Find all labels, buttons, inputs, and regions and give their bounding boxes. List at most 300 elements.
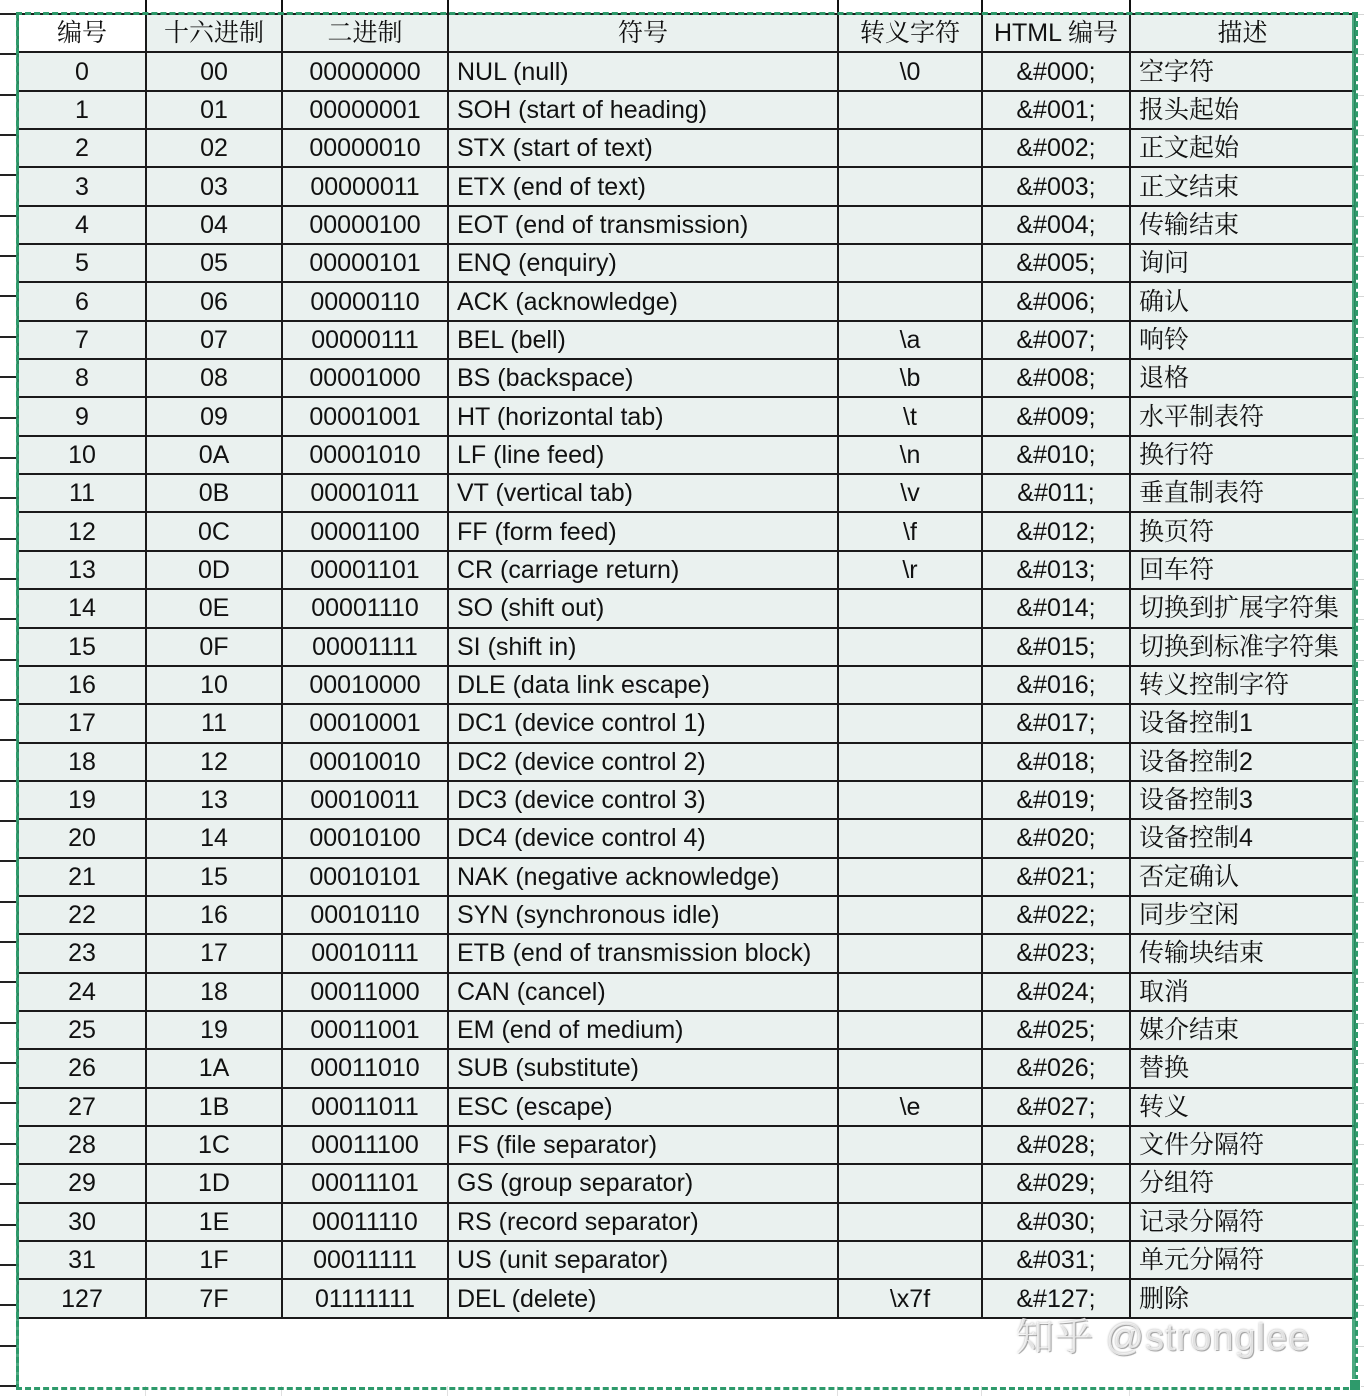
- cell-description[interactable]: 转义控制字符: [1130, 666, 1355, 704]
- cell-symbol[interactable]: CAN (cancel): [448, 973, 838, 1011]
- cell-escape[interactable]: [838, 206, 982, 244]
- cell-binary[interactable]: 00011101: [282, 1164, 448, 1202]
- cell-symbol[interactable]: DC4 (device control 4): [448, 819, 838, 857]
- cell-html[interactable]: &#020;: [982, 819, 1130, 857]
- cell-binary[interactable]: 00010010: [282, 743, 448, 781]
- row-divider: [1356, 902, 1364, 903]
- cell-symbol[interactable]: SOH (start of heading): [448, 91, 838, 129]
- cell-symbol[interactable]: GS (group separator): [448, 1164, 838, 1202]
- cell-decimal[interactable]: 24: [18, 973, 146, 1011]
- cell-escape[interactable]: [838, 1203, 982, 1241]
- cell-description[interactable]: 同步空闲: [1130, 896, 1355, 934]
- row-divider: [0, 618, 17, 620]
- row-divider: [1356, 1346, 1364, 1347]
- row-divider: [1356, 1023, 1364, 1024]
- column-divider: [281, 1386, 282, 1396]
- cell-escape[interactable]: [838, 91, 982, 129]
- column-divider: [447, 1386, 448, 1396]
- cell-symbol[interactable]: ESC (escape): [448, 1088, 838, 1126]
- cell-binary[interactable]: 00001110: [282, 589, 448, 627]
- cell-hex[interactable]: 0C: [146, 512, 282, 550]
- cell-html[interactable]: &#015;: [982, 628, 1130, 666]
- cell-description[interactable]: 取消: [1130, 973, 1355, 1011]
- cell-hex[interactable]: 13: [146, 781, 282, 819]
- cell-description[interactable]: 媒介结束: [1130, 1011, 1355, 1049]
- cell-escape[interactable]: [838, 858, 982, 896]
- cell-binary[interactable]: 00001100: [282, 512, 448, 550]
- row-divider: [0, 215, 17, 217]
- cell-symbol[interactable]: FF (form feed): [448, 512, 838, 550]
- cell-symbol[interactable]: RS (record separator): [448, 1203, 838, 1241]
- cell-decimal[interactable]: 6: [18, 282, 146, 320]
- cell-hex[interactable]: 1D: [146, 1164, 282, 1202]
- cell-binary[interactable]: 00000001: [282, 91, 448, 129]
- cell-decimal[interactable]: 21: [18, 858, 146, 896]
- column-divider: [281, 0, 283, 14]
- cell-binary[interactable]: 00010110: [282, 896, 448, 934]
- cell-html[interactable]: &#017;: [982, 704, 1130, 742]
- cell-symbol[interactable]: CR (carriage return): [448, 551, 838, 589]
- row-divider: [0, 1304, 17, 1306]
- cell-escape[interactable]: \e: [838, 1088, 982, 1126]
- table-row: [18, 52, 1355, 90]
- cell-html[interactable]: &#019;: [982, 781, 1130, 819]
- row-divider: [0, 376, 17, 378]
- cell-hex[interactable]: 15: [146, 858, 282, 896]
- table-row: [18, 781, 1355, 819]
- cell-hex[interactable]: 02: [146, 129, 282, 167]
- row-divider: [1356, 54, 1364, 55]
- cell-symbol[interactable]: FS (file separator): [448, 1126, 838, 1164]
- cell-symbol[interactable]: US (unit separator): [448, 1241, 838, 1279]
- table-row: [18, 1203, 1355, 1241]
- row-divider: [1356, 1063, 1364, 1064]
- row-divider: [1356, 216, 1364, 217]
- cell-symbol[interactable]: ETX (end of text): [448, 167, 838, 205]
- cell-description[interactable]: 记录分隔符: [1130, 1203, 1355, 1241]
- cell-escape[interactable]: [838, 589, 982, 627]
- cell-html[interactable]: &#029;: [982, 1164, 1130, 1202]
- cell-hex[interactable]: 03: [146, 167, 282, 205]
- row-divider: [0, 94, 17, 96]
- cell-decimal[interactable]: 10: [18, 436, 146, 474]
- cell-description[interactable]: 水平制表符: [1130, 397, 1355, 435]
- cell-escape[interactable]: [838, 1241, 982, 1279]
- cell-hex[interactable]: 05: [146, 244, 282, 282]
- cell-binary[interactable]: 00010100: [282, 819, 448, 857]
- cell-hex[interactable]: 08: [146, 359, 282, 397]
- cell-html[interactable]: &#014;: [982, 589, 1130, 627]
- cell-symbol[interactable]: NUL (null): [448, 52, 838, 90]
- cell-binary[interactable]: 00000111: [282, 321, 448, 359]
- row-divider: [1356, 1103, 1364, 1104]
- row-divider: [0, 739, 17, 741]
- cell-binary[interactable]: 00011110: [282, 1203, 448, 1241]
- row-divider: [0, 1022, 17, 1024]
- cell-hex[interactable]: 1A: [146, 1049, 282, 1087]
- cell-hex[interactable]: 17: [146, 934, 282, 972]
- cell-description[interactable]: 传输结束: [1130, 206, 1355, 244]
- cell-html[interactable]: &#004;: [982, 206, 1130, 244]
- header-cell-description[interactable]: 描述: [1130, 14, 1355, 52]
- row-divider: [1356, 377, 1364, 378]
- cell-html[interactable]: &#027;: [982, 1088, 1130, 1126]
- cell-decimal[interactable]: 28: [18, 1126, 146, 1164]
- cell-symbol[interactable]: HT (horizontal tab): [448, 397, 838, 435]
- cell-html[interactable]: &#022;: [982, 896, 1130, 934]
- cell-html[interactable]: &#031;: [982, 1241, 1130, 1279]
- cell-symbol[interactable]: BEL (bell): [448, 321, 838, 359]
- ascii-control-table: [17, 13, 1356, 1319]
- selection-edge-right: [1352, 12, 1356, 1387]
- cell-decimal[interactable]: 15: [18, 628, 146, 666]
- cell-description[interactable]: 传输块结束: [1130, 934, 1355, 972]
- cell-html[interactable]: &#008;: [982, 359, 1130, 397]
- row-divider: [0, 1102, 17, 1104]
- cell-decimal[interactable]: 0: [18, 52, 146, 90]
- cell-decimal[interactable]: 8: [18, 359, 146, 397]
- row-divider: [0, 820, 17, 822]
- cell-decimal[interactable]: 13: [18, 551, 146, 589]
- cell-html[interactable]: &#030;: [982, 1203, 1130, 1241]
- row-divider: [0, 941, 17, 943]
- cell-html[interactable]: &#024;: [982, 973, 1130, 1011]
- cell-description[interactable]: 询问: [1130, 244, 1355, 282]
- cell-hex[interactable]: 0D: [146, 551, 282, 589]
- cell-decimal[interactable]: 31: [18, 1241, 146, 1279]
- cell-escape[interactable]: [838, 819, 982, 857]
- cell-decimal[interactable]: 29: [18, 1164, 146, 1202]
- cell-binary[interactable]: 00000011: [282, 167, 448, 205]
- header-cell-html[interactable]: HTML 编号: [982, 14, 1130, 52]
- cell-binary[interactable]: 00011000: [282, 973, 448, 1011]
- row-divider: [1356, 660, 1364, 661]
- cell-symbol[interactable]: NAK (negative acknowledge): [448, 858, 838, 896]
- cell-escape[interactable]: [838, 167, 982, 205]
- cell-html[interactable]: &#026;: [982, 1049, 1130, 1087]
- cell-escape[interactable]: \r: [838, 551, 982, 589]
- header-cell-escape[interactable]: 转义字符: [838, 14, 982, 52]
- cell-hex[interactable]: 09: [146, 397, 282, 435]
- cell-hex[interactable]: 0B: [146, 474, 282, 512]
- cell-description[interactable]: 设备控制4: [1130, 819, 1355, 857]
- cell-symbol[interactable]: DC2 (device control 2): [448, 743, 838, 781]
- table-row: [18, 321, 1355, 359]
- cell-symbol[interactable]: EOT (end of transmission): [448, 206, 838, 244]
- cell-decimal[interactable]: 19: [18, 781, 146, 819]
- cell-escape[interactable]: [838, 244, 982, 282]
- cell-escape[interactable]: \0: [838, 52, 982, 90]
- cell-binary[interactable]: 00001011: [282, 474, 448, 512]
- cell-escape[interactable]: \x7f: [838, 1279, 982, 1317]
- cell-hex[interactable]: 1F: [146, 1241, 282, 1279]
- cell-hex[interactable]: 19: [146, 1011, 282, 1049]
- row-divider: [0, 417, 17, 419]
- row-divider: [1356, 458, 1364, 459]
- cell-hex[interactable]: 0A: [146, 436, 282, 474]
- cell-decimal[interactable]: 5: [18, 244, 146, 282]
- row-divider: [1356, 1144, 1364, 1145]
- cell-symbol[interactable]: DC3 (device control 3): [448, 781, 838, 819]
- cell-symbol[interactable]: EM (end of medium): [448, 1011, 838, 1049]
- cell-html[interactable]: &#001;: [982, 91, 1130, 129]
- cell-description[interactable]: 空字符: [1130, 52, 1355, 90]
- table-row: [18, 512, 1355, 550]
- row-divider: [1356, 418, 1364, 419]
- cell-html[interactable]: &#028;: [982, 1126, 1130, 1164]
- cell-decimal[interactable]: 12: [18, 512, 146, 550]
- header-cell-binary[interactable]: 二进制: [282, 14, 448, 52]
- cell-html[interactable]: &#023;: [982, 934, 1130, 972]
- cell-description[interactable]: 否定确认: [1130, 858, 1355, 896]
- cell-binary[interactable]: 00000101: [282, 244, 448, 282]
- fill-handle[interactable]: [1349, 1379, 1361, 1391]
- cell-escape[interactable]: \f: [838, 512, 982, 550]
- table-row: [18, 896, 1355, 934]
- cell-binary[interactable]: 00000100: [282, 206, 448, 244]
- cell-escape[interactable]: [838, 628, 982, 666]
- cell-decimal[interactable]: 4: [18, 206, 146, 244]
- cell-hex[interactable]: 07: [146, 321, 282, 359]
- cell-html[interactable]: &#007;: [982, 321, 1130, 359]
- cell-binary[interactable]: 00010011: [282, 781, 448, 819]
- cell-binary[interactable]: 00010101: [282, 858, 448, 896]
- cell-escape[interactable]: [838, 781, 982, 819]
- cell-hex[interactable]: 1C: [146, 1126, 282, 1164]
- cell-description[interactable]: 分组符: [1130, 1164, 1355, 1202]
- cell-description[interactable]: 退格: [1130, 359, 1355, 397]
- cell-decimal[interactable]: 18: [18, 743, 146, 781]
- cell-binary[interactable]: 00011100: [282, 1126, 448, 1164]
- cell-decimal[interactable]: 2: [18, 129, 146, 167]
- row-divider: [1356, 95, 1364, 96]
- cell-description[interactable]: 报头起始: [1130, 91, 1355, 129]
- table-row: [18, 934, 1355, 972]
- row-divider: [1356, 1225, 1364, 1226]
- cell-symbol[interactable]: LF (line feed): [448, 436, 838, 474]
- cell-html[interactable]: &#009;: [982, 397, 1130, 435]
- cell-symbol[interactable]: VT (vertical tab): [448, 474, 838, 512]
- cell-hex[interactable]: 04: [146, 206, 282, 244]
- cell-decimal[interactable]: 26: [18, 1049, 146, 1087]
- cell-hex[interactable]: 10: [146, 666, 282, 704]
- cell-escape[interactable]: \v: [838, 474, 982, 512]
- header-cell-decimal[interactable]: 编号: [18, 14, 146, 52]
- cell-html[interactable]: &#003;: [982, 167, 1130, 205]
- cell-description[interactable]: 回车符: [1130, 551, 1355, 589]
- cell-html[interactable]: &#016;: [982, 666, 1130, 704]
- cell-description[interactable]: 正文起始: [1130, 129, 1355, 167]
- cell-hex[interactable]: 16: [146, 896, 282, 934]
- header-cell-symbol[interactable]: 符号: [448, 14, 838, 52]
- cell-description[interactable]: 换行符: [1130, 436, 1355, 474]
- cell-binary[interactable]: 00000110: [282, 282, 448, 320]
- cell-binary[interactable]: 00000000: [282, 52, 448, 90]
- cell-hex[interactable]: 1E: [146, 1203, 282, 1241]
- row-divider: [0, 174, 17, 176]
- cell-symbol[interactable]: DEL (delete): [448, 1279, 838, 1317]
- cell-symbol[interactable]: DC1 (device control 1): [448, 704, 838, 742]
- cell-escape[interactable]: [838, 1049, 982, 1087]
- cell-escape[interactable]: \b: [838, 359, 982, 397]
- cell-html[interactable]: &#021;: [982, 858, 1130, 896]
- cell-binary[interactable]: 00010111: [282, 934, 448, 972]
- cell-symbol[interactable]: SYN (synchronous idle): [448, 896, 838, 934]
- row-divider: [1356, 740, 1364, 741]
- cell-decimal[interactable]: 127: [18, 1279, 146, 1317]
- row-divider: [0, 1143, 17, 1145]
- cell-escape[interactable]: [838, 666, 982, 704]
- cell-binary[interactable]: 00011001: [282, 1011, 448, 1049]
- cell-escape[interactable]: [838, 743, 982, 781]
- header-cell-hex[interactable]: 十六进制: [146, 14, 282, 52]
- row-divider: [1356, 579, 1364, 580]
- cell-hex[interactable]: 12: [146, 743, 282, 781]
- cell-symbol[interactable]: ACK (acknowledge): [448, 282, 838, 320]
- cell-description[interactable]: 切换到标准字符集: [1130, 628, 1355, 666]
- cell-binary[interactable]: 00011010: [282, 1049, 448, 1087]
- cell-decimal[interactable]: 27: [18, 1088, 146, 1126]
- cell-description[interactable]: 单元分隔符: [1130, 1241, 1355, 1279]
- row-divider: [0, 1224, 17, 1226]
- cell-escape[interactable]: [838, 1126, 982, 1164]
- row-divider: [0, 659, 17, 661]
- cell-html[interactable]: &#005;: [982, 244, 1130, 282]
- cell-html[interactable]: &#010;: [982, 436, 1130, 474]
- cell-description[interactable]: 替换: [1130, 1049, 1355, 1087]
- cell-binary[interactable]: 00010000: [282, 666, 448, 704]
- cell-binary[interactable]: 00001000: [282, 359, 448, 397]
- row-divider: [0, 860, 17, 862]
- table-row: [18, 474, 1355, 512]
- cell-binary[interactable]: 01111111: [282, 1279, 448, 1317]
- cell-html[interactable]: &#006;: [982, 282, 1130, 320]
- cell-html[interactable]: &#011;: [982, 474, 1130, 512]
- cell-decimal[interactable]: 1: [18, 91, 146, 129]
- cell-escape[interactable]: [838, 129, 982, 167]
- cell-hex[interactable]: 14: [146, 819, 282, 857]
- cell-symbol[interactable]: SUB (substitute): [448, 1049, 838, 1087]
- cell-symbol[interactable]: ETB (end of transmission block): [448, 934, 838, 972]
- cell-symbol[interactable]: ENQ (enquiry): [448, 244, 838, 282]
- cell-binary[interactable]: 00010001: [282, 704, 448, 742]
- cell-escape[interactable]: [838, 1164, 982, 1202]
- cell-decimal[interactable]: 17: [18, 704, 146, 742]
- cell-description[interactable]: 设备控制3: [1130, 781, 1355, 819]
- cell-escape[interactable]: [838, 704, 982, 742]
- cell-binary[interactable]: 00001001: [282, 397, 448, 435]
- cell-decimal[interactable]: 23: [18, 934, 146, 972]
- cell-description[interactable]: 设备控制1: [1130, 704, 1355, 742]
- cell-symbol[interactable]: SI (shift in): [448, 628, 838, 666]
- cell-hex[interactable]: 0E: [146, 589, 282, 627]
- cell-binary[interactable]: 00001101: [282, 551, 448, 589]
- row-divider: [1356, 781, 1364, 782]
- row-divider: [0, 255, 17, 257]
- cell-escape[interactable]: \t: [838, 397, 982, 435]
- cell-decimal[interactable]: 20: [18, 819, 146, 857]
- cell-html[interactable]: &#000;: [982, 52, 1130, 90]
- cell-decimal[interactable]: 7: [18, 321, 146, 359]
- row-divider: [0, 336, 17, 338]
- cell-symbol[interactable]: BS (backspace): [448, 359, 838, 397]
- cell-symbol[interactable]: STX (start of text): [448, 129, 838, 167]
- cell-decimal[interactable]: 11: [18, 474, 146, 512]
- cell-decimal[interactable]: 3: [18, 167, 146, 205]
- cell-description[interactable]: 正文结束: [1130, 167, 1355, 205]
- cell-binary[interactable]: 00001111: [282, 628, 448, 666]
- cell-decimal[interactable]: 14: [18, 589, 146, 627]
- column-divider: [837, 1386, 838, 1396]
- cell-description[interactable]: 换页符: [1130, 512, 1355, 550]
- cell-html[interactable]: &#127;: [982, 1279, 1130, 1317]
- cell-html[interactable]: &#018;: [982, 743, 1130, 781]
- cell-decimal[interactable]: 30: [18, 1203, 146, 1241]
- cell-decimal[interactable]: 16: [18, 666, 146, 704]
- cell-binary[interactable]: 00011011: [282, 1088, 448, 1126]
- cell-binary[interactable]: 00000010: [282, 129, 448, 167]
- cell-description[interactable]: 确认: [1130, 282, 1355, 320]
- cell-escape[interactable]: \n: [838, 436, 982, 474]
- cell-decimal[interactable]: 9: [18, 397, 146, 435]
- table-row: [18, 1088, 1355, 1126]
- row-divider: [0, 780, 17, 782]
- cell-escape[interactable]: \a: [838, 321, 982, 359]
- cell-description[interactable]: 垂直制表符: [1130, 474, 1355, 512]
- cell-escape[interactable]: [838, 973, 982, 1011]
- cell-escape[interactable]: [838, 896, 982, 934]
- cell-hex[interactable]: 11: [146, 704, 282, 742]
- table-row: [18, 244, 1355, 282]
- cell-description[interactable]: 响铃: [1130, 321, 1355, 359]
- row-divider: [1356, 861, 1364, 862]
- cell-escape[interactable]: [838, 282, 982, 320]
- cell-hex[interactable]: 0F: [146, 628, 282, 666]
- cell-escape[interactable]: [838, 934, 982, 972]
- cell-description[interactable]: 转义: [1130, 1088, 1355, 1126]
- cell-html[interactable]: &#012;: [982, 512, 1130, 550]
- cell-hex[interactable]: 00: [146, 52, 282, 90]
- table-row: [18, 589, 1355, 627]
- cell-symbol[interactable]: SO (shift out): [448, 589, 838, 627]
- cell-hex[interactable]: 18: [146, 973, 282, 1011]
- cell-binary[interactable]: 00001010: [282, 436, 448, 474]
- row-divider: [0, 981, 17, 983]
- cell-binary[interactable]: 00011111: [282, 1241, 448, 1279]
- cell-html[interactable]: &#025;: [982, 1011, 1130, 1049]
- cell-hex[interactable]: 01: [146, 91, 282, 129]
- row-divider: [1356, 14, 1364, 15]
- cell-hex[interactable]: 7F: [146, 1279, 282, 1317]
- cell-decimal[interactable]: 25: [18, 1011, 146, 1049]
- table-row: [18, 91, 1355, 129]
- row-divider: [1356, 256, 1364, 257]
- cell-description[interactable]: 删除: [1130, 1279, 1355, 1317]
- cell-description[interactable]: 切换到扩展字符集: [1130, 589, 1355, 627]
- cell-html[interactable]: &#002;: [982, 129, 1130, 167]
- cell-decimal[interactable]: 22: [18, 896, 146, 934]
- row-divider: [0, 578, 17, 580]
- row-divider: [1356, 1184, 1364, 1185]
- cell-symbol[interactable]: DLE (data link escape): [448, 666, 838, 704]
- cell-description[interactable]: 设备控制2: [1130, 743, 1355, 781]
- cell-hex[interactable]: 1B: [146, 1088, 282, 1126]
- cell-escape[interactable]: [838, 1011, 982, 1049]
- row-divider: [0, 13, 17, 15]
- cell-html[interactable]: &#013;: [982, 551, 1130, 589]
- cell-hex[interactable]: 06: [146, 282, 282, 320]
- cell-description[interactable]: 文件分隔符: [1130, 1126, 1355, 1164]
